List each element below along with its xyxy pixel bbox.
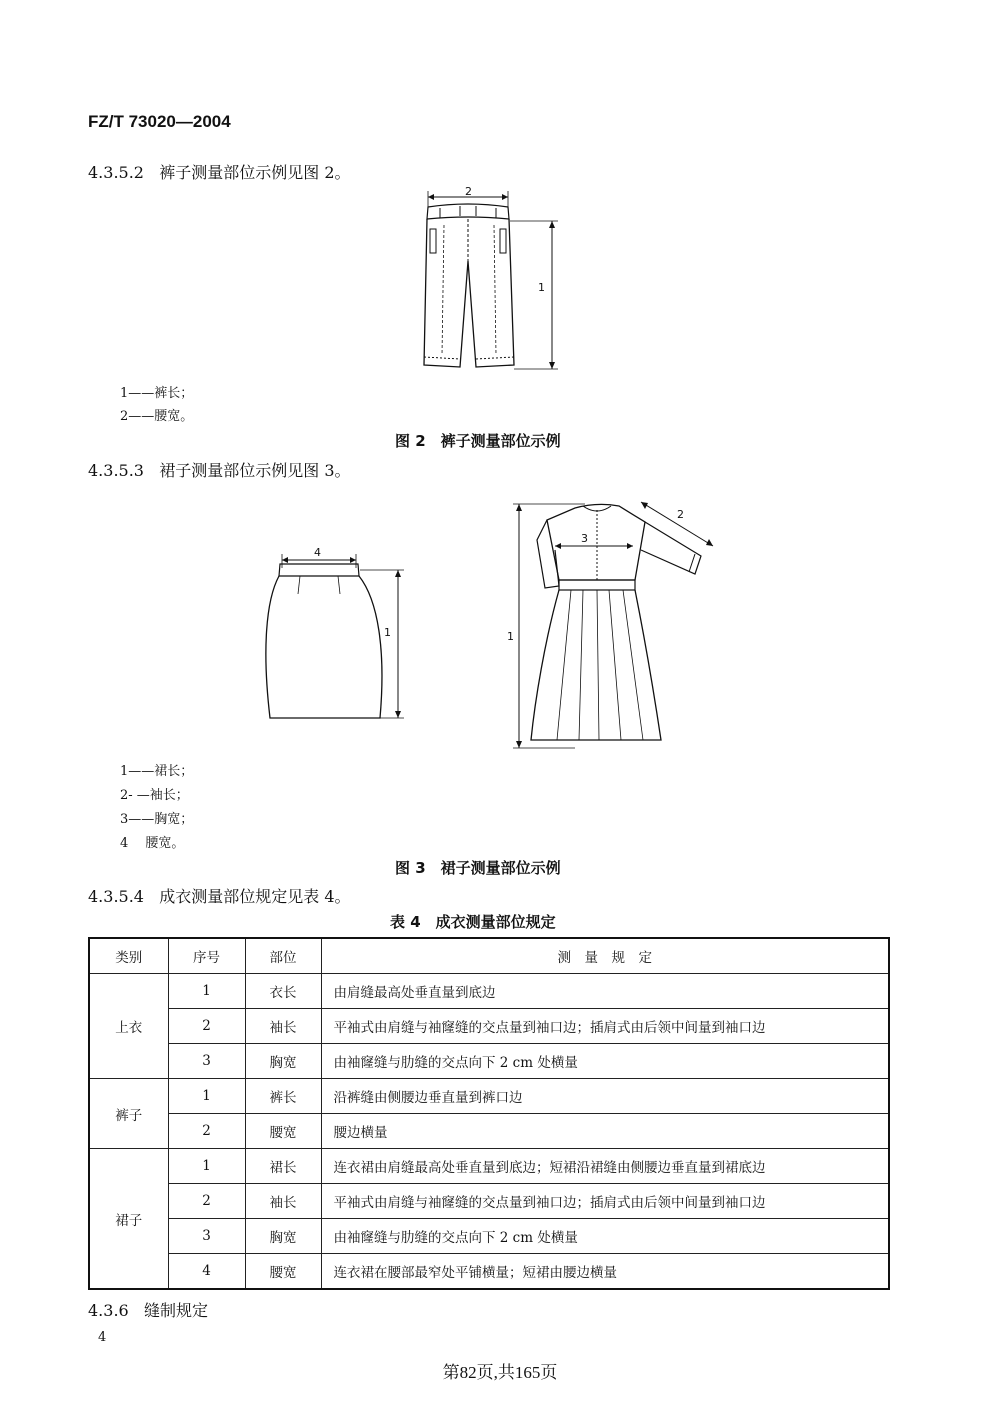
number-cell: 2 [168, 1114, 245, 1149]
section-4-3-5-3 [88, 458, 351, 481]
section-number: 4.3.6 [88, 1301, 129, 1320]
rule-cell: 沿裤缝由侧腰边垂直量到裤口边 [321, 1079, 889, 1114]
figure-3-skirt-diagram [260, 540, 410, 725]
rule-cell: 由袖窿缝与肋缝的交点向下 2 cm 处横量 [321, 1044, 889, 1079]
table-row [89, 1254, 889, 1290]
section-number: 4.3.5.3 [88, 461, 144, 480]
rule-cell: 平袖式由肩缝与袖窿缝的交点量到袖口边；插肩式由后领中间量到袖口边 [321, 1009, 889, 1044]
table-row [89, 1009, 889, 1044]
part-cell: 衣长 [245, 974, 321, 1009]
figure-3-legend-item: 4 腰宽。 [120, 836, 185, 851]
column-header: 序号 [168, 938, 245, 974]
label-dress-length: 1 [507, 630, 514, 643]
section-4-3-5-2 [88, 160, 351, 183]
figure-3-caption: 图 3 裙子测量部位示例 [395, 859, 561, 877]
number-cell: 4 [168, 1254, 245, 1290]
section-text: 裙子测量部位示例见图 3。 [159, 461, 351, 480]
page-number: 4 [98, 1330, 107, 1345]
rule-cell: 连衣裙在腰部最窄处平铺横量；短裙由腰边横量 [321, 1254, 889, 1290]
section-4-3-5-4 [88, 884, 351, 907]
table-row [89, 1114, 889, 1149]
number-cell: 2 [168, 1009, 245, 1044]
label-dress-chest: 3 [581, 532, 588, 545]
part-cell: 腰宽 [245, 1114, 321, 1149]
section-number: 4.3.5.2 [88, 163, 144, 182]
number-cell: 2 [168, 1184, 245, 1219]
rule-cell: 平袖式由肩缝与袖窿缝的交点量到袖口边；插肩式由后领中间量到袖口边 [321, 1184, 889, 1219]
section-4-3-6 [88, 1298, 208, 1321]
figure-2-trousers-diagram [410, 185, 580, 380]
part-cell: 腰宽 [245, 1254, 321, 1290]
column-header: 部位 [245, 938, 321, 974]
category-cell: 上衣 [89, 974, 168, 1079]
category-cell: 裙子 [89, 1149, 168, 1290]
rule-cell: 连衣裙由肩缝最高处垂直量到底边；短裙沿裙缝由侧腰边垂直量到裙底边 [321, 1149, 889, 1184]
section-text: 裤子测量部位示例见图 2。 [159, 163, 351, 182]
label-skirt-waist: 4 [314, 546, 321, 559]
number-cell: 3 [168, 1044, 245, 1079]
figure-3-legend-item: 1——裙长； [120, 764, 194, 779]
table-row [89, 1219, 889, 1254]
label-waist: 2 [465, 185, 472, 198]
number-cell: 1 [168, 1149, 245, 1184]
rule-cell: 腰边横量 [321, 1114, 889, 1149]
table-row [89, 1044, 889, 1079]
column-header: 类别 [89, 938, 168, 974]
figure-2-legend-item: 2——腰宽。 [120, 409, 194, 424]
document-code: FZ/T 73020—2004 [88, 112, 231, 131]
table-row [89, 974, 889, 1009]
number-cell: 1 [168, 1079, 245, 1114]
table-4-measurement-specs [88, 937, 890, 1290]
table-row [89, 1079, 889, 1114]
column-header: 测 量 规 定 [321, 938, 889, 974]
label-dress-sleeve: 2 [677, 508, 684, 521]
figure-3-dress-diagram [505, 490, 735, 755]
part-cell: 袖长 [245, 1009, 321, 1044]
table-row [89, 1149, 889, 1184]
table-header-row [89, 938, 889, 974]
figure-2-legend-item: 1——裤长； [120, 386, 194, 401]
label-skirt-length: 1 [384, 626, 391, 639]
section-text: 缝制规定 [143, 1301, 208, 1320]
table-row [89, 1184, 889, 1219]
part-cell: 裤长 [245, 1079, 321, 1114]
label-length: 1 [538, 281, 545, 294]
page-footer: 第82页,共165页 [442, 1363, 558, 1382]
part-cell: 胸宽 [245, 1219, 321, 1254]
rule-cell: 由肩缝最高处垂直量到底边 [321, 974, 889, 1009]
part-cell: 袖长 [245, 1184, 321, 1219]
figure-3-legend-item: 3——胸宽； [120, 812, 194, 827]
rule-cell: 由袖窿缝与肋缝的交点向下 2 cm 处横量 [321, 1219, 889, 1254]
category-cell: 裤子 [89, 1079, 168, 1149]
table-4-title: 表 4 成衣测量部位规定 [390, 913, 556, 931]
part-cell: 胸宽 [245, 1044, 321, 1079]
part-cell: 裙长 [245, 1149, 321, 1184]
number-cell: 3 [168, 1219, 245, 1254]
figure-3-legend-item: 2- —袖长； [120, 788, 189, 803]
section-number: 4.3.5.4 [88, 887, 144, 906]
figure-2-caption: 图 2 裤子测量部位示例 [395, 432, 561, 450]
number-cell: 1 [168, 974, 245, 1009]
section-text: 成衣测量部位规定见表 4。 [159, 887, 351, 906]
